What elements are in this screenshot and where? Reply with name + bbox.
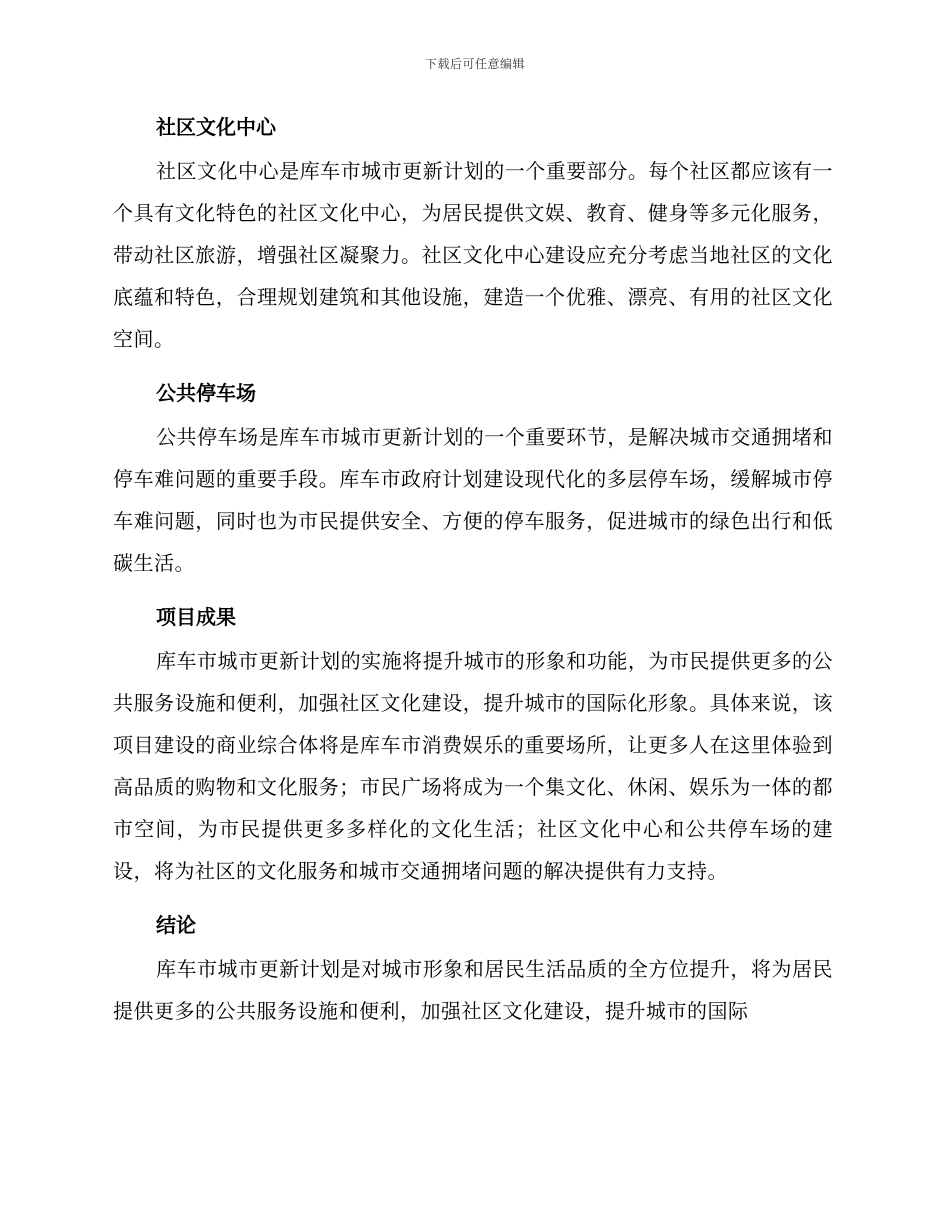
section-body-parking: 公共停车场是库车市城市更新计划的一个重要环节，是解决城市交通拥堵和停车难问题的重要手段。库车市政府计划建设现代化的多层停车场，缓解城市停车难问题，同时也为市民提供安全、方便的停车服务，促进城市的绿色出行和低碳生活。 bbox=[113, 425, 833, 575]
section-heading-parking: 公共停车场 bbox=[156, 381, 256, 405]
section-body-conclusion: 库车市城市更新计划是对城市形象和居民生活品质的全方位提升，将为居民提供更多的公共服务设施和便利，加强社区文化建设，提升城市的国际 bbox=[113, 957, 833, 1023]
section-heading-conclusion: 结论 bbox=[156, 913, 196, 937]
section-body-results: 库车市城市更新计划的实施将提升城市的形象和功能，为市民提供更多的公共服务设施和便利，加强社区文化建设，提升城市的国际化形象。具体来说，该项目建设的商业综合体将是库车市消费娱乐的重要场所，让更多人在这里体验到高品质的购物和文化服务；市民广场将成为一个集文化、休闲、娱乐为一体的都市空间，为市民提供更多多样化的文化生活；社区文化中心和公共停车场的建设，将为社区的文化服务和城市交通拥堵问题的解决提供有力支持。 bbox=[113, 649, 833, 883]
section-heading-results: 项目成果 bbox=[156, 605, 236, 629]
section-heading-community-center: 社区文化中心 bbox=[156, 115, 276, 139]
document-body bbox=[113, 104, 833, 1042]
page-header-note: 下载后可任意编辑 bbox=[424, 57, 525, 71]
section-body-community-center: 社区文化中心是库车市城市更新计划的一个重要部分。每个社区都应该有一个具有文化特色的社区文化中心，为居民提供文娱、教育、健身等多元化服务，带动社区旅游，增强社区凝聚力。社区文化中心建设应充分考虑当地社区的文化底蕴和特色，合理规划建筑和其他设施，建造一个优雅、漂亮、有用的社区文化空间。 bbox=[113, 159, 833, 351]
